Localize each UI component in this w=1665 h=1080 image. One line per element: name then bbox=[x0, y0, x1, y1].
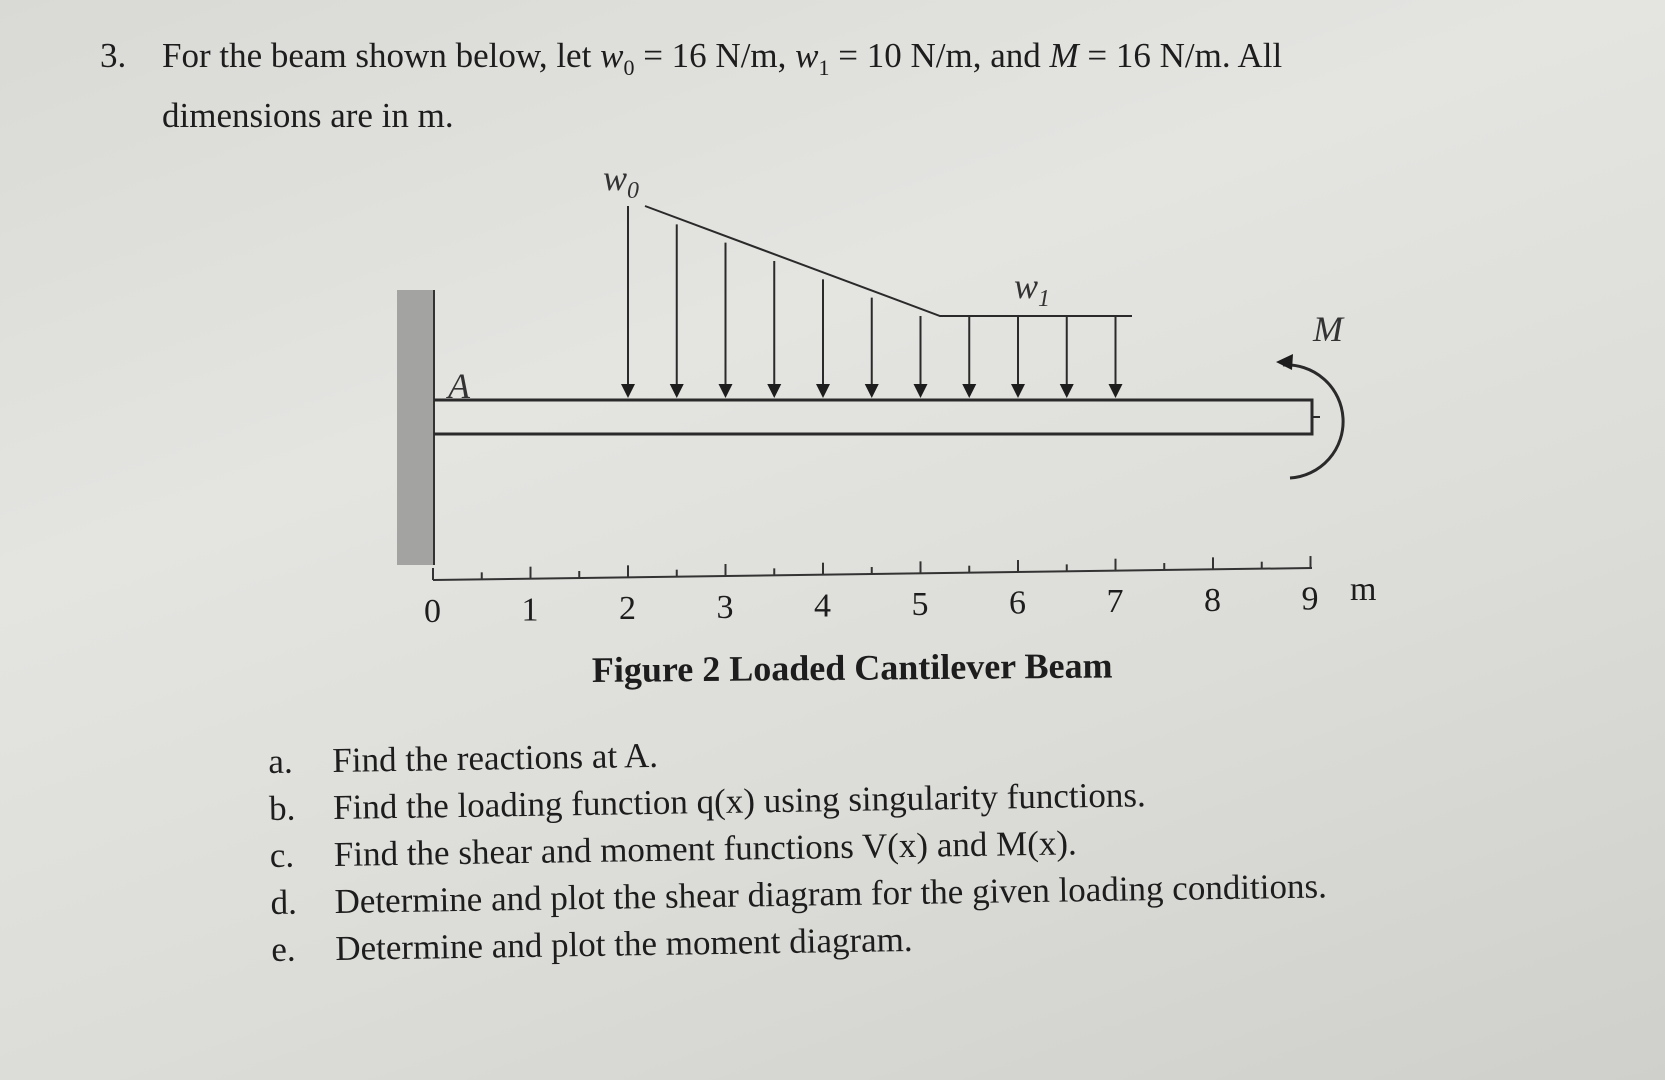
load-arrowhead bbox=[816, 384, 830, 398]
w1-value: = 10 N/m, and bbox=[829, 36, 1050, 75]
axis-labels bbox=[424, 580, 1319, 630]
load-arrowhead bbox=[670, 384, 684, 398]
problem-number: 3. bbox=[100, 36, 127, 75]
load-arrowhead bbox=[767, 384, 781, 398]
statement-line2: dimensions are in m. bbox=[162, 96, 454, 135]
axis-tick-label: 7 bbox=[1106, 583, 1124, 621]
load-arrowhead bbox=[1109, 384, 1123, 398]
axis-tick-label: 1 bbox=[521, 591, 539, 629]
w0-value: = 16 N/m, bbox=[634, 36, 796, 75]
question-letter: e. bbox=[271, 929, 296, 969]
axis-tick-label: 3 bbox=[716, 588, 734, 626]
question-text: Find the reactions at A. bbox=[332, 735, 659, 780]
questions-list bbox=[268, 719, 1472, 973]
axis-tick-label: 2 bbox=[619, 590, 636, 628]
load-outline bbox=[645, 206, 1132, 316]
question-text: Determine and plot the moment diagram. bbox=[335, 919, 913, 968]
question-text: Find the loading function q(x) using singularity functions. bbox=[332, 775, 1147, 827]
question-letter: b. bbox=[268, 788, 296, 828]
load-arrowhead bbox=[962, 384, 976, 398]
statement-prefix: For the beam shown below, let bbox=[162, 36, 601, 75]
w0-subscript: 0 bbox=[623, 55, 635, 80]
moment-arrowhead bbox=[1276, 354, 1293, 370]
axis-tick-label: 4 bbox=[814, 587, 831, 625]
load-arrowhead bbox=[621, 384, 635, 398]
w0-symbol: w bbox=[600, 36, 624, 75]
question-letter: a. bbox=[268, 741, 293, 781]
w1-symbol: w bbox=[795, 36, 819, 75]
load-label-w0: $w_0$ bbox=[603, 158, 640, 204]
axis-unit: m bbox=[1350, 571, 1377, 608]
load-arrowhead bbox=[1011, 384, 1025, 398]
moment-label: M bbox=[1313, 309, 1343, 349]
load-label-w1: $w_1$ bbox=[1014, 266, 1051, 312]
question-letter: c. bbox=[269, 835, 295, 875]
m-symbol: M bbox=[1049, 36, 1079, 75]
beam bbox=[434, 400, 1312, 434]
m-value: = 16 N/m. All bbox=[1078, 36, 1283, 75]
support-label-a: A bbox=[448, 366, 470, 406]
axis-tick-label: 6 bbox=[1009, 584, 1026, 622]
wall-support bbox=[397, 290, 434, 565]
load-arrowhead bbox=[1060, 384, 1074, 398]
load-arrowhead bbox=[914, 384, 928, 398]
question-text: Determine and plot the shear diagram for the given loading conditions. bbox=[334, 866, 1328, 921]
axis-tick-label: 0 bbox=[424, 593, 441, 630]
axis-tick-label: 9 bbox=[1301, 580, 1319, 618]
axis-tick-label: 5 bbox=[911, 586, 929, 623]
question-letter: d. bbox=[270, 882, 298, 922]
axis-tick-label: 8 bbox=[1204, 581, 1221, 619]
load-arrowhead bbox=[719, 384, 733, 398]
axis-ticks bbox=[433, 556, 1311, 580]
w1-subscript: 1 bbox=[818, 55, 830, 80]
load-arrowhead bbox=[865, 384, 879, 398]
question-text: Find the shear and moment functions V(x) and M(x). bbox=[333, 823, 1078, 874]
figure-caption: Figure 2 Loaded Cantilever Beam bbox=[591, 645, 1113, 690]
